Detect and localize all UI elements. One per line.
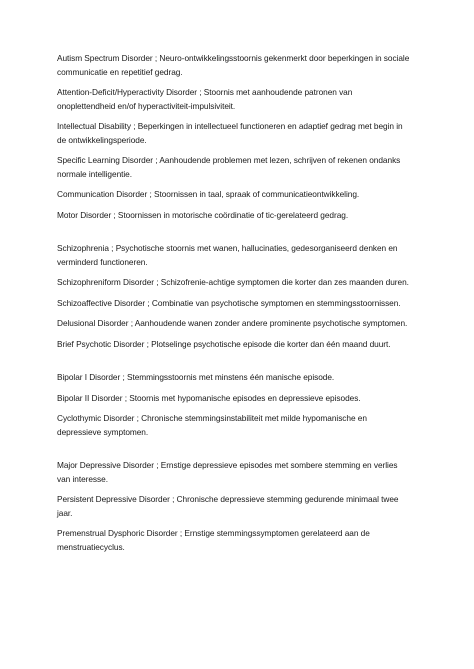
entry-cyclothymic-disorder: Cyclothymic Disorder ; Chronische stemmingsinstabiliteit met milde hypomanische en depressieve symptomen. <box>57 413 367 437</box>
entry-specific-learning-disorder: Specific Learning Disorder ; Aanhoudende problemen met lezen, schrijven of rekenen ondanks normale intelligentie. <box>57 155 401 179</box>
entry-schizoaffective-disorder: Schizoaffective Disorder ; Combinatie van psychotische symptomen en stemmingsstoornissen. <box>57 297 401 308</box>
section-psychotic <box>57 242 412 351</box>
entry-schizophreniform-disorder: Schizophreniform Disorder ; Schizofrenie-achtige symptomen die korter dan zes maanden duren. <box>57 277 409 287</box>
entry-intellectual-disability: Intellectual Disability ; Beperkingen in intellectueel functioneren en adaptief gedrag met begin in de ontwikkelingsperiode. <box>57 121 403 145</box>
entry-delusional-disorder: Delusional Disorder ; Aanhoudende wanen zonder andere prominente psychotische symptomen. <box>57 318 408 328</box>
entry-major-depressive-disorder: Major Depressive Disorder ; Ernstige depressieve episodes met sombere stemming en verlies van interesse. <box>57 460 398 484</box>
section-bipolar <box>57 371 412 439</box>
entry-motor-disorder: Motor Disorder ; Stoornissen in motorische coördinatie of tic-gerelateerd gedrag. <box>57 209 349 220</box>
entry-adhd: Attention-Deficit/Hyperactivity Disorder ; Stoornis met aanhoudende patronen van onoplettendheid en/of hyperactiviteit-impulsiviteit. <box>57 87 353 111</box>
entry-bipolar-i-disorder: Bipolar I Disorder ; Stemmingsstoornis met minstens één manische episode. <box>57 372 335 382</box>
entry-brief-psychotic-disorder: Brief Psychotic Disorder ; Plotselinge psychotische episode die korter dan één maand duurt. <box>57 338 391 349</box>
entry-premenstrual-dysphoric-disorder: Premenstrual Dysphoric Disorder ; Ernstige stemmingssymptomen gerelateerd aan de menstruatiecyclus. <box>57 528 370 552</box>
document-body <box>57 52 412 554</box>
section-neurodevelopmental <box>57 52 412 222</box>
entry-autism-spectrum-disorder: Autism Spectrum Disorder ; Neuro-ontwikkelingsstoornis gekenmerkt door beperkingen in sociale communicatie en repetitief gedrag. <box>57 53 410 77</box>
entry-persistent-depressive-disorder: Persistent Depressive Disorder ; Chronische depressieve stemming gedurende minimaal twee jaar. <box>57 494 399 518</box>
entry-communication-disorder: Communication Disorder ; Stoornissen in taal, spraak of communicatieontwikkeling. <box>57 189 360 199</box>
section-depressive <box>57 459 412 554</box>
entry-schizophrenia: Schizophrenia ; Psychotische stoornis met wanen, hallucinaties, gedesorganiseerd denken en verminderd functioneren. <box>57 243 398 267</box>
entry-bipolar-ii-disorder: Bipolar II Disorder ; Stoornis met hypomanische episodes en depressieve episodes. <box>57 392 361 403</box>
